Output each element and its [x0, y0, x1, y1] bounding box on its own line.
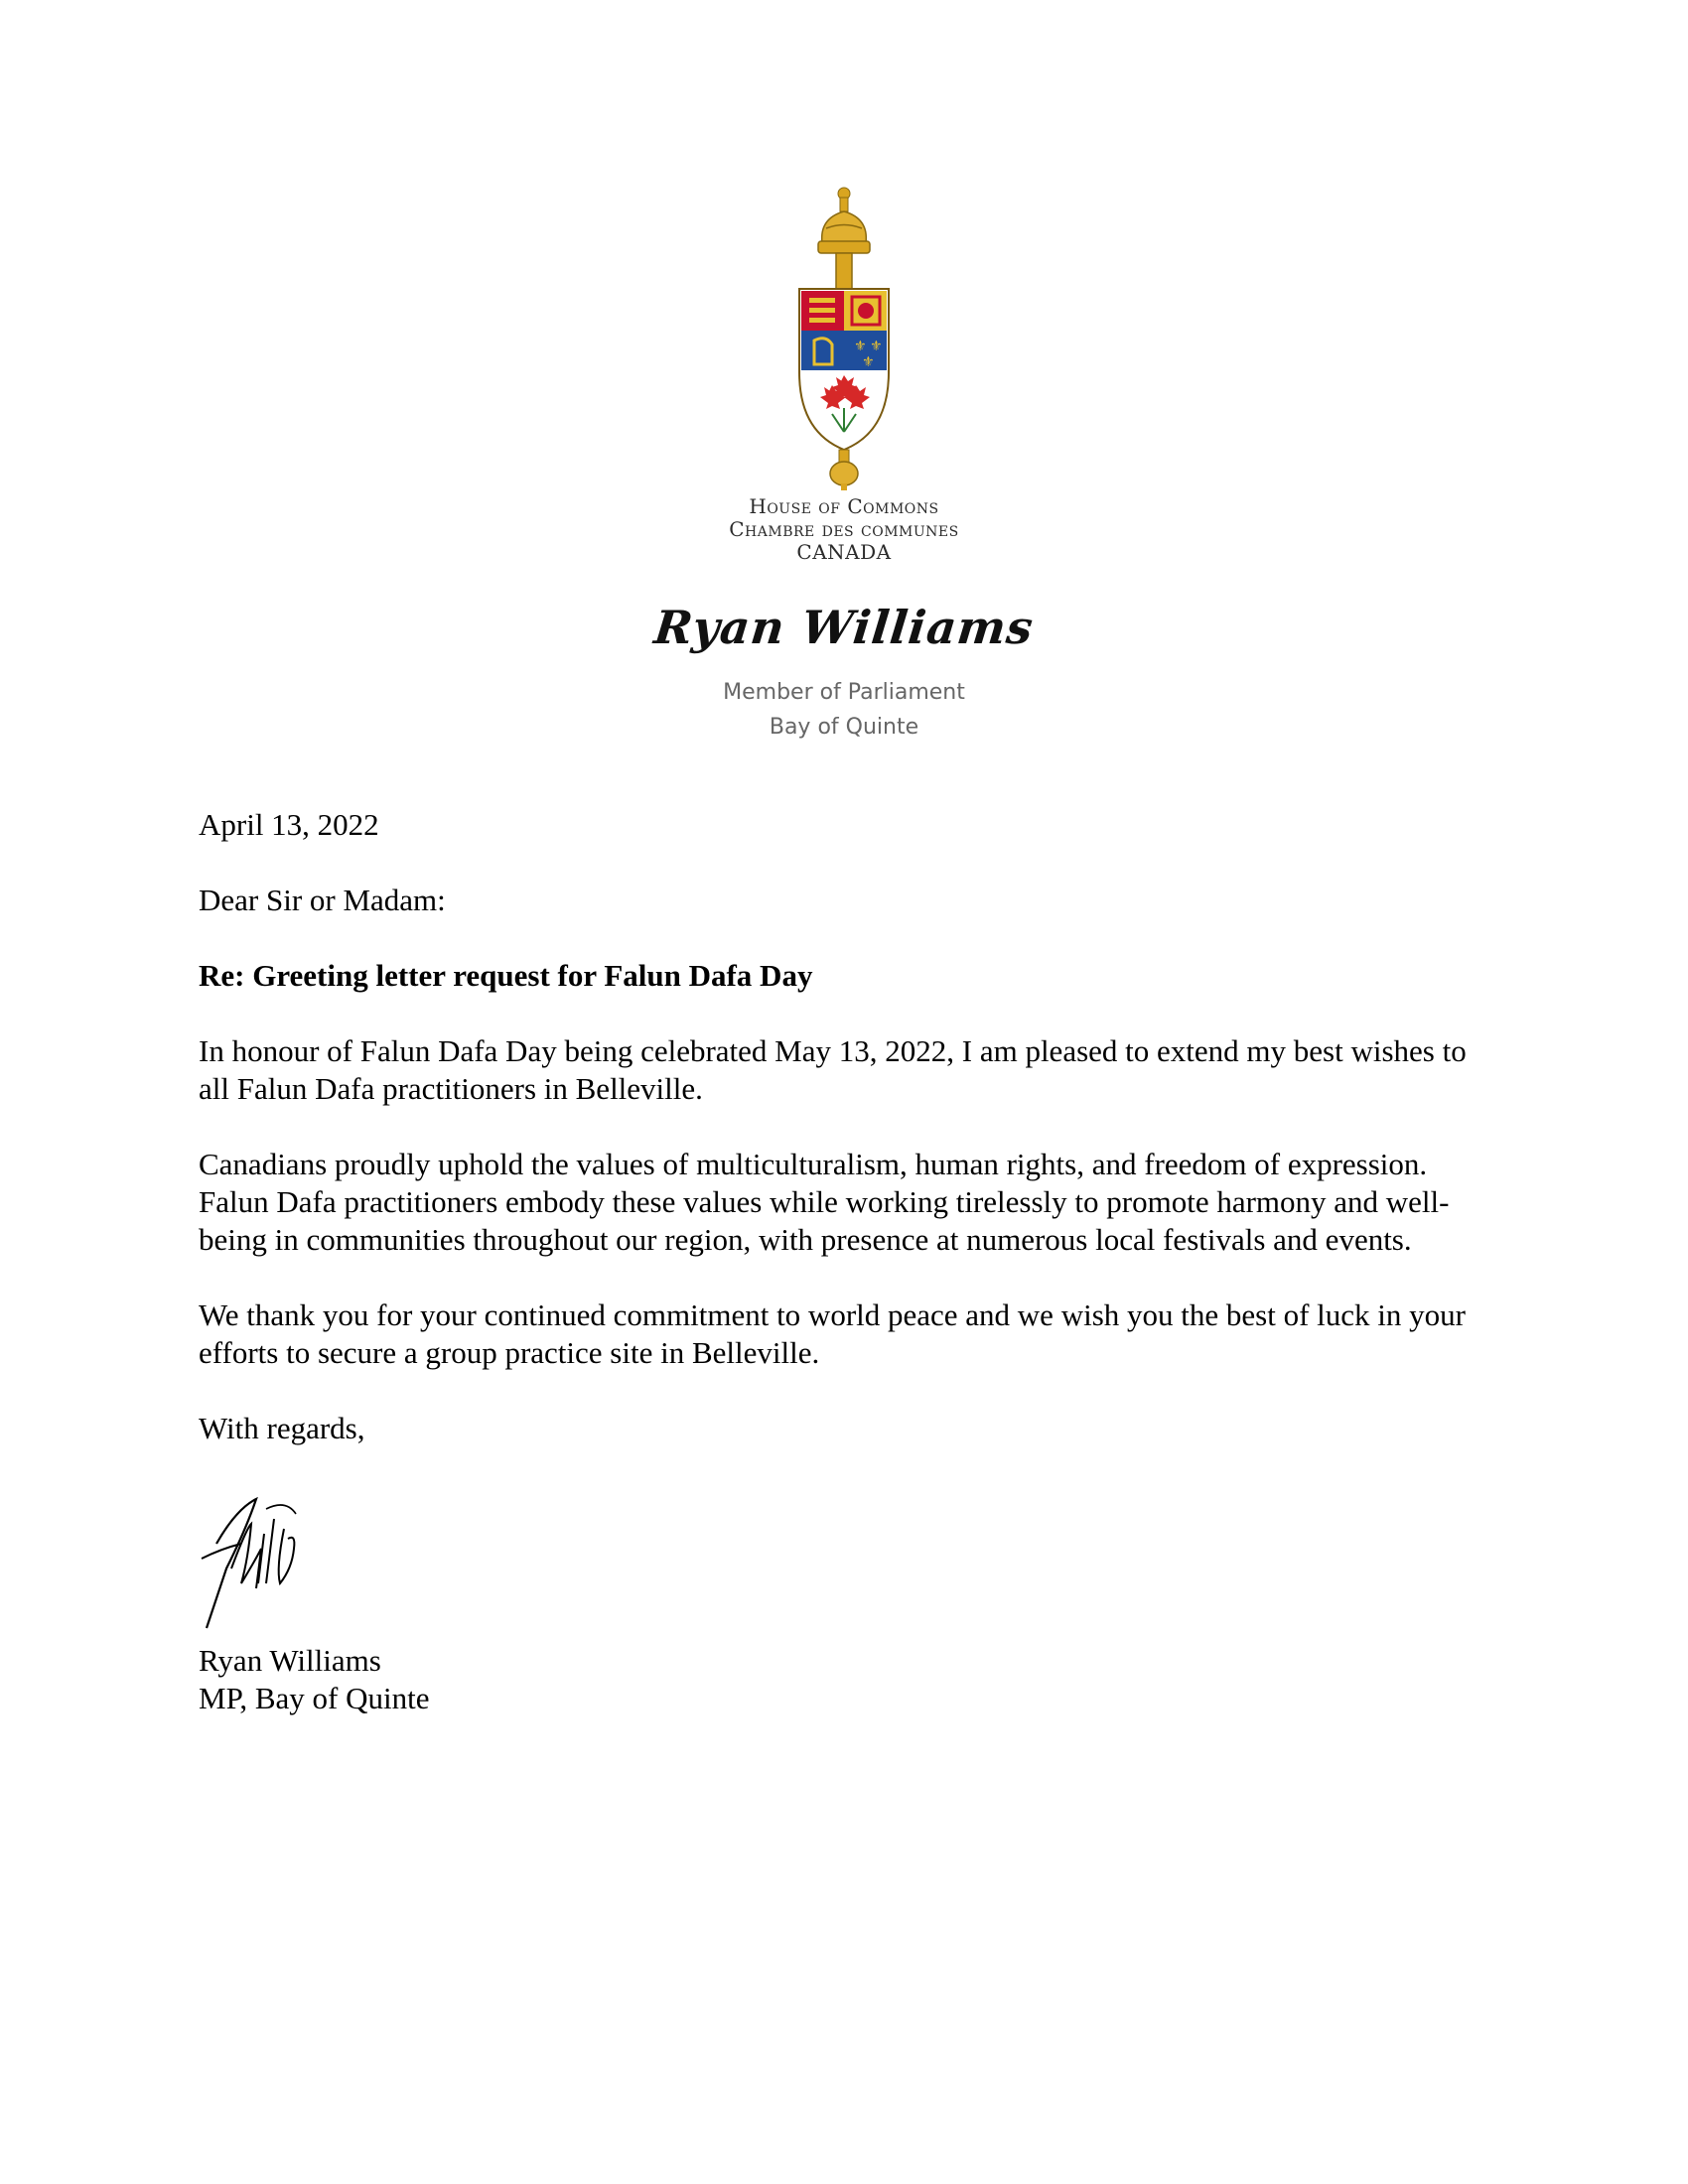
letter-paragraph: We thank you for your continued commitment to world peace and we wish you the best of luck in your efforts to secure a group practice site in Belleville.: [199, 1297, 1466, 1370]
letter-closing: With regards,: [199, 1411, 365, 1445]
sender-name: Ryan Williams: [199, 1643, 381, 1678]
letter-paragraph: In honour of Falun Dafa Day being celebrated May 13, 2022, I am pleased to extend my best wishes to all Falun Dafa practitioners in Belleville.: [199, 1033, 1467, 1106]
sender-title: MP, Bay of Quinte: [199, 1681, 430, 1715]
mp-title-riding: Bay of Quinte: [769, 715, 919, 740]
letter-body: [199, 806, 1489, 1485]
letter-paragraph: Canadians proudly uphold the values of multiculturalism, human rights, and freedom of expression. Falun Dafa practitioners embody these values while working tirelessly to promote harmony and well-being in communities throughout our region, with presence at numerous local festivals and events.: [199, 1147, 1450, 1257]
handwritten-signature-icon: [197, 1489, 316, 1638]
letter-date: April 13, 2022: [199, 807, 379, 842]
mp-title: [596, 675, 1092, 745]
svg-text:⚜: ⚜: [862, 354, 875, 370]
svg-text:⚜: ⚜: [870, 339, 883, 354]
mp-name-script: Ryan Williams: [651, 601, 1037, 654]
sender-block: [199, 1642, 430, 1717]
institution-line-english: House of Commons: [749, 494, 939, 518]
house-of-commons-crest-icon: [715, 184, 973, 491]
institution-line-country: CANADA: [796, 540, 892, 564]
letter-subject: Re: Greeting letter request for Falun Dafa Day: [199, 958, 813, 993]
letter-salutation: Dear Sir or Madam:: [199, 883, 446, 917]
mp-title-role: Member of Parliament: [723, 680, 965, 705]
letterhead: [596, 184, 1092, 564]
institution-line-french: Chambre des communes: [729, 517, 959, 541]
institution-name: [596, 495, 1092, 564]
svg-text:⚜: ⚜: [854, 339, 867, 354]
